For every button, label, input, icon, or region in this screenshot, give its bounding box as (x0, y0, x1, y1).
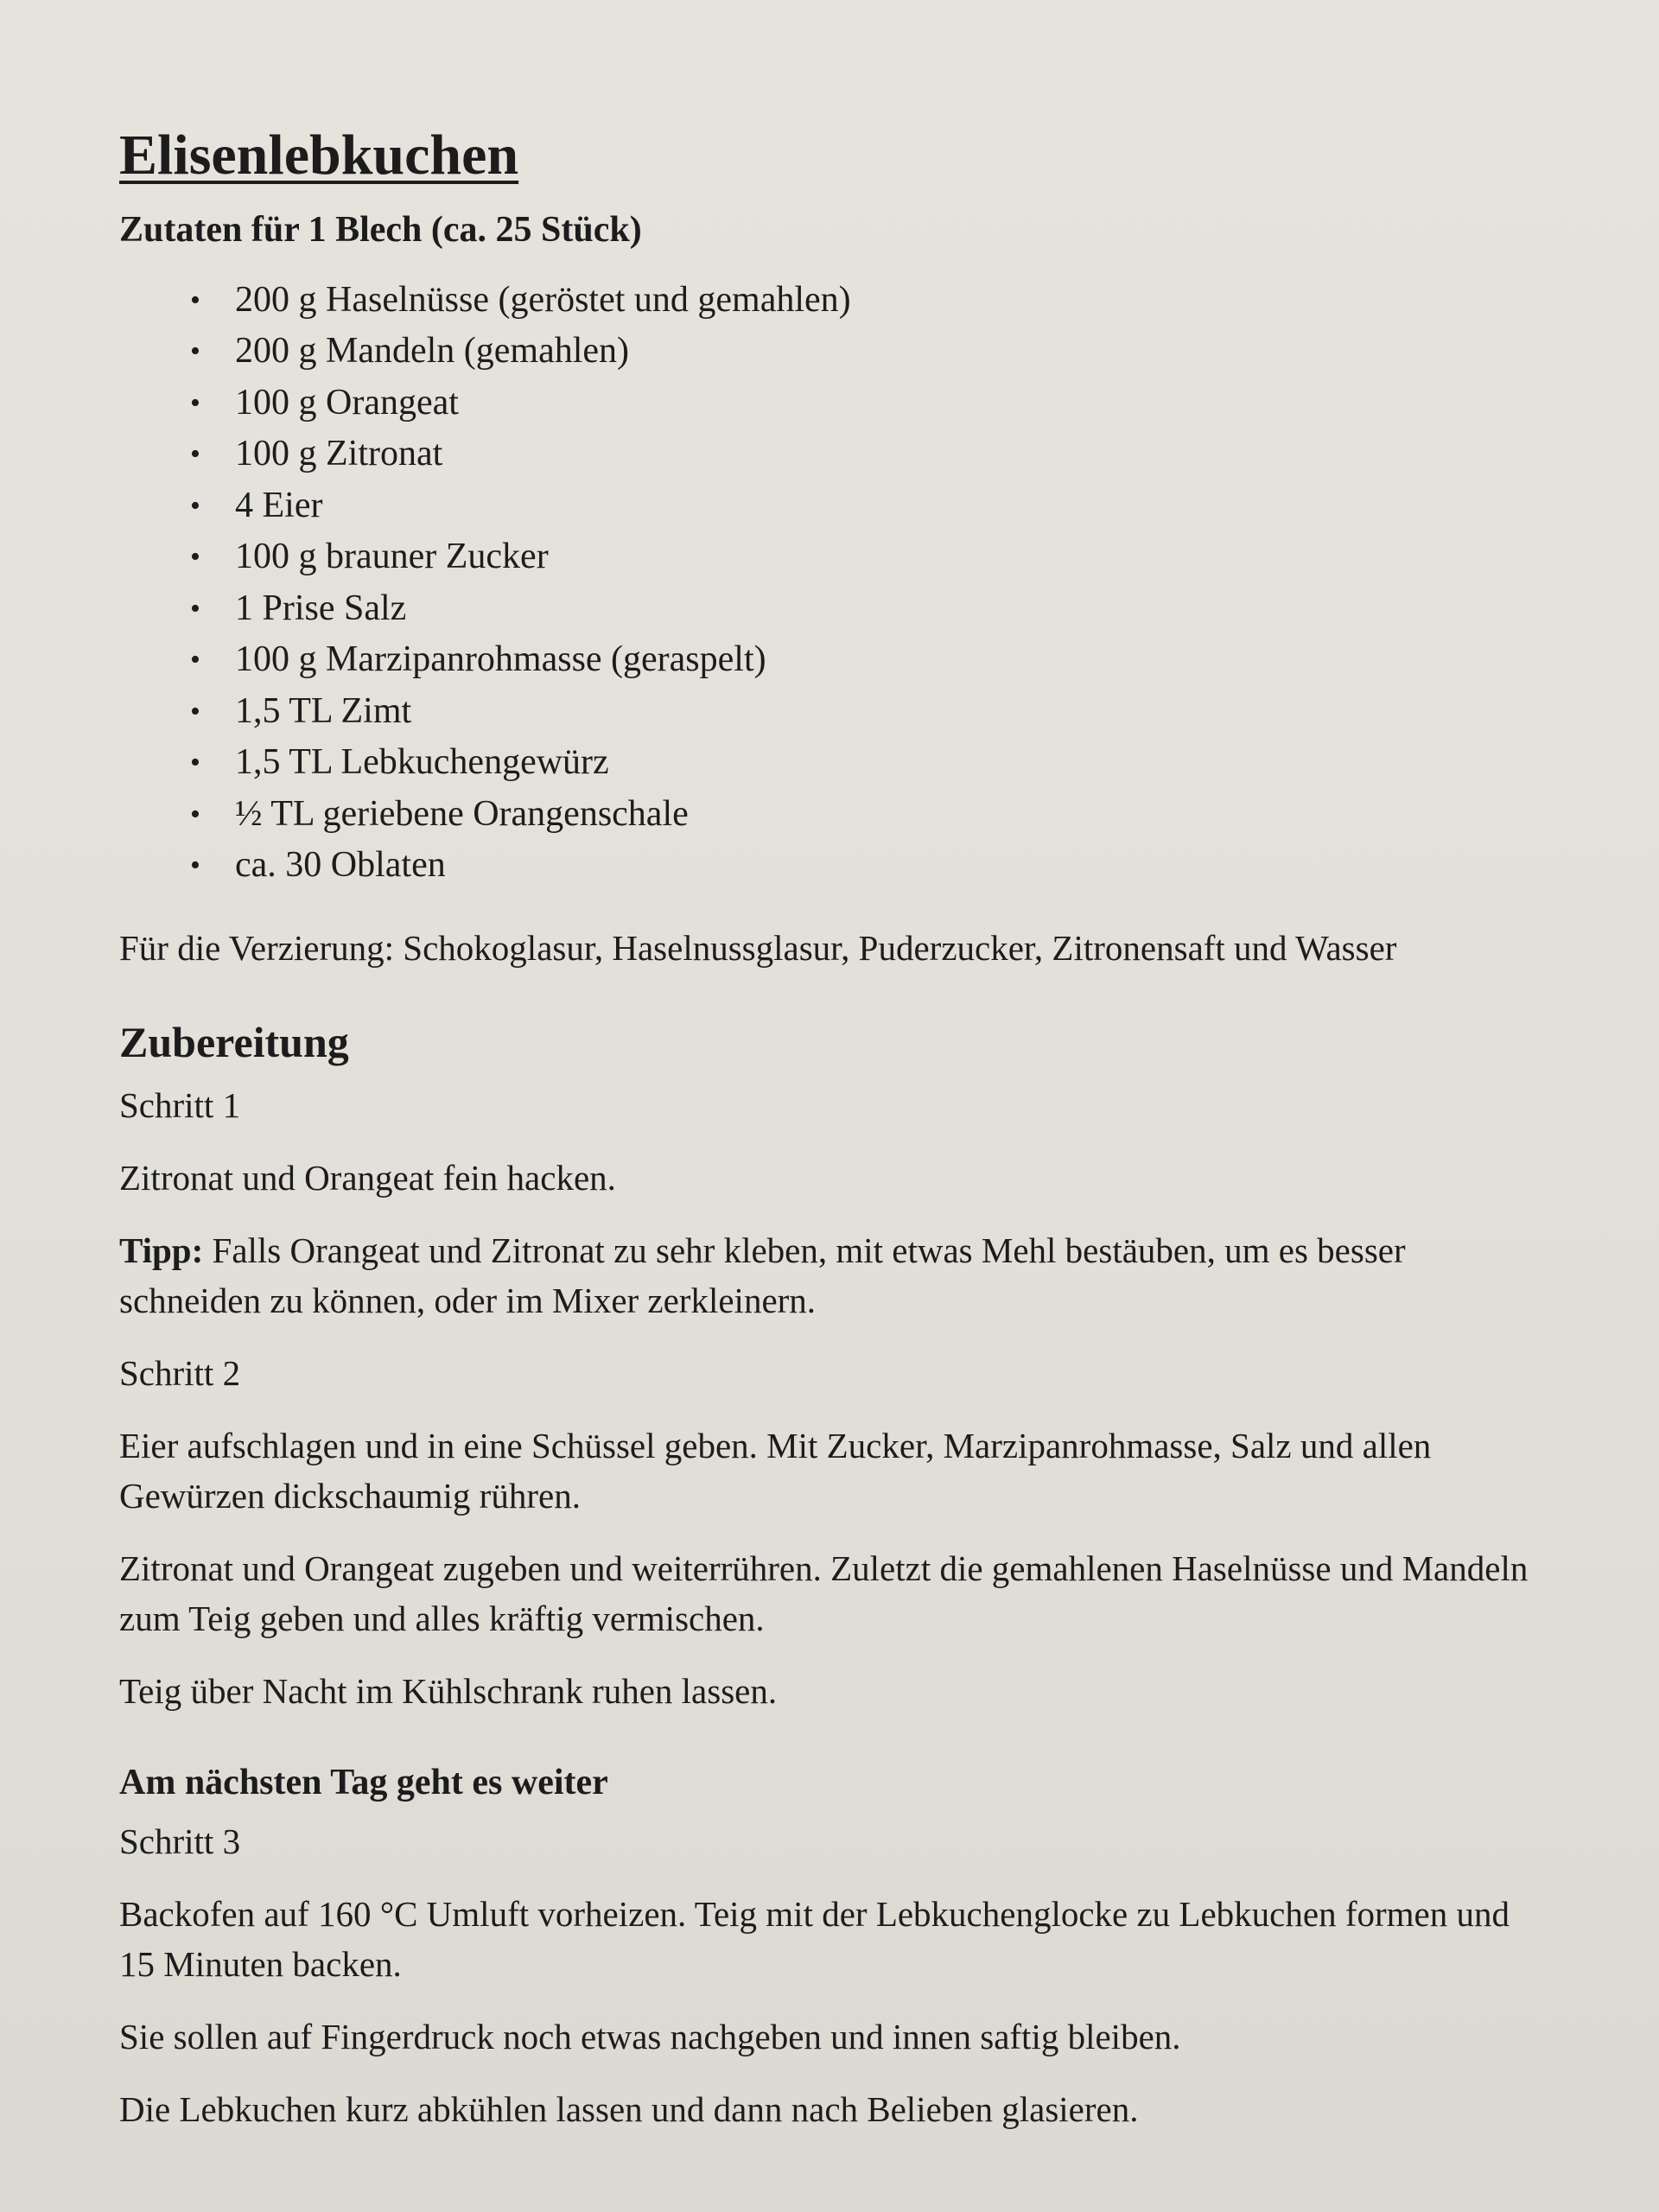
ingredient-text: ½ TL geriebene Orangenschale (235, 793, 689, 834)
next-day-heading: Am nächsten Tag geht es weiter (119, 1762, 608, 1802)
step1-text: Zitronat und Orangeat fein hacken. (119, 1157, 616, 1198)
step2-p3: Teig über Nacht im Kühlschrank ruhen lassen. (119, 1670, 778, 1711)
tip-line2: schneiden zu können, oder im Mixer zerkleinern. (119, 1280, 817, 1320)
tip-line1: Falls Orangeat und Zitronat zu sehr kleben, mit etwas Mehl bestäuben, um es besser (212, 1230, 1406, 1270)
ingredient-item (119, 634, 1623, 686)
bullet-icon: • (190, 644, 200, 677)
ingredient-text: ca. 30 Oblaten (235, 845, 446, 886)
bullet-icon: • (190, 386, 200, 419)
ingredient-text: 100 g Zitronat (235, 434, 443, 474)
bullet-icon: • (190, 489, 200, 522)
ingredient-text: 4 Eier (235, 485, 323, 525)
ingredient-item (119, 583, 1623, 635)
step2-p1-line1: Eier aufschlagen und in eine Schüssel geben. Mit Zucker, Marzipanrohmasse, Salz und allen (119, 1425, 1432, 1465)
bullet-icon: • (190, 798, 200, 830)
bullet-icon: • (190, 695, 200, 728)
preparation-heading: Zubereitung (119, 1017, 349, 1066)
step3-p3: Die Lebkuchen kurz abkühlen lassen und dann nach Belieben glasieren. (119, 2088, 1139, 2129)
tip-label: Tipp: (119, 1230, 204, 1270)
step3-p1-line1: Backofen auf 160 °C Umluft vorheizen. Teig mit der Lebkuchenglocke zu Lebkuchen formen und (119, 1893, 1510, 1934)
bullet-icon: • (190, 849, 200, 882)
step2-p2-line2: zum Teig geben und alles kräftig vermischen. (119, 1598, 765, 1638)
recipe-title: Elisenlebkuchen (119, 124, 519, 187)
ingredient-item (119, 686, 1623, 738)
bullet-icon: • (190, 592, 200, 625)
ingredient-item (119, 429, 1623, 480)
ingredient-text: 100 g Marzipanrohmasse (geraspelt) (235, 639, 766, 680)
step1-tip (119, 1225, 1623, 1275)
ingredients-subtitle: Zutaten für 1 Blech (ca. 25 Stück) (119, 210, 642, 251)
ingredient-item (119, 275, 1623, 327)
ingredient-text: 1 Prise Salz (235, 588, 407, 628)
step2-p1-line2: Gewürzen dickschaumig rühren. (119, 1475, 581, 1516)
step3-p1-line2: 15 Minuten backen. (119, 1943, 402, 1984)
ingredient-item (119, 737, 1623, 789)
bullet-icon: • (190, 438, 200, 471)
ingredient-text: 100 g brauner Zucker (235, 537, 549, 577)
ingredient-text: 100 g Orangeat (235, 382, 459, 423)
ingredient-item (119, 480, 1623, 532)
bullet-icon: • (190, 335, 200, 368)
decoration-note: Für die Verzierung: Schokoglasur, Haselnussglasur, Puderzucker, Zitronensaft und Wasser (119, 927, 1397, 968)
step2-p2-line1: Zitronat und Orangeat zugeben und weiterrühren. Zuletzt die gemahlenen Haselnüsse und Mandeln (119, 1548, 1529, 1588)
ingredient-text: 1,5 TL Zimt (235, 690, 412, 731)
step3-p2: Sie sollen auf Fingerdruck noch etwas nachgeben und innen saftig bleiben. (119, 2016, 1181, 2056)
ingredient-item (119, 378, 1623, 429)
ingredient-item (119, 840, 1623, 892)
ingredient-list (119, 275, 1623, 892)
bullet-icon: • (190, 283, 200, 316)
step2-label: Schritt 2 (119, 1352, 241, 1393)
ingredient-item (119, 531, 1623, 583)
bullet-icon: • (190, 541, 200, 574)
ingredient-text: 200 g Mandeln (gemahlen) (235, 331, 630, 372)
ingredient-item (119, 326, 1623, 378)
step1-label: Schritt 1 (119, 1084, 241, 1125)
recipe-page (119, 121, 1623, 2195)
ingredient-item (119, 789, 1623, 841)
bullet-icon: • (190, 747, 200, 779)
step3-label: Schritt 3 (119, 1821, 241, 1861)
ingredient-text: 1,5 TL Lebkuchengewürz (235, 742, 609, 783)
ingredient-text: 200 g Haselnüsse (geröstet und gemahlen) (235, 279, 851, 320)
